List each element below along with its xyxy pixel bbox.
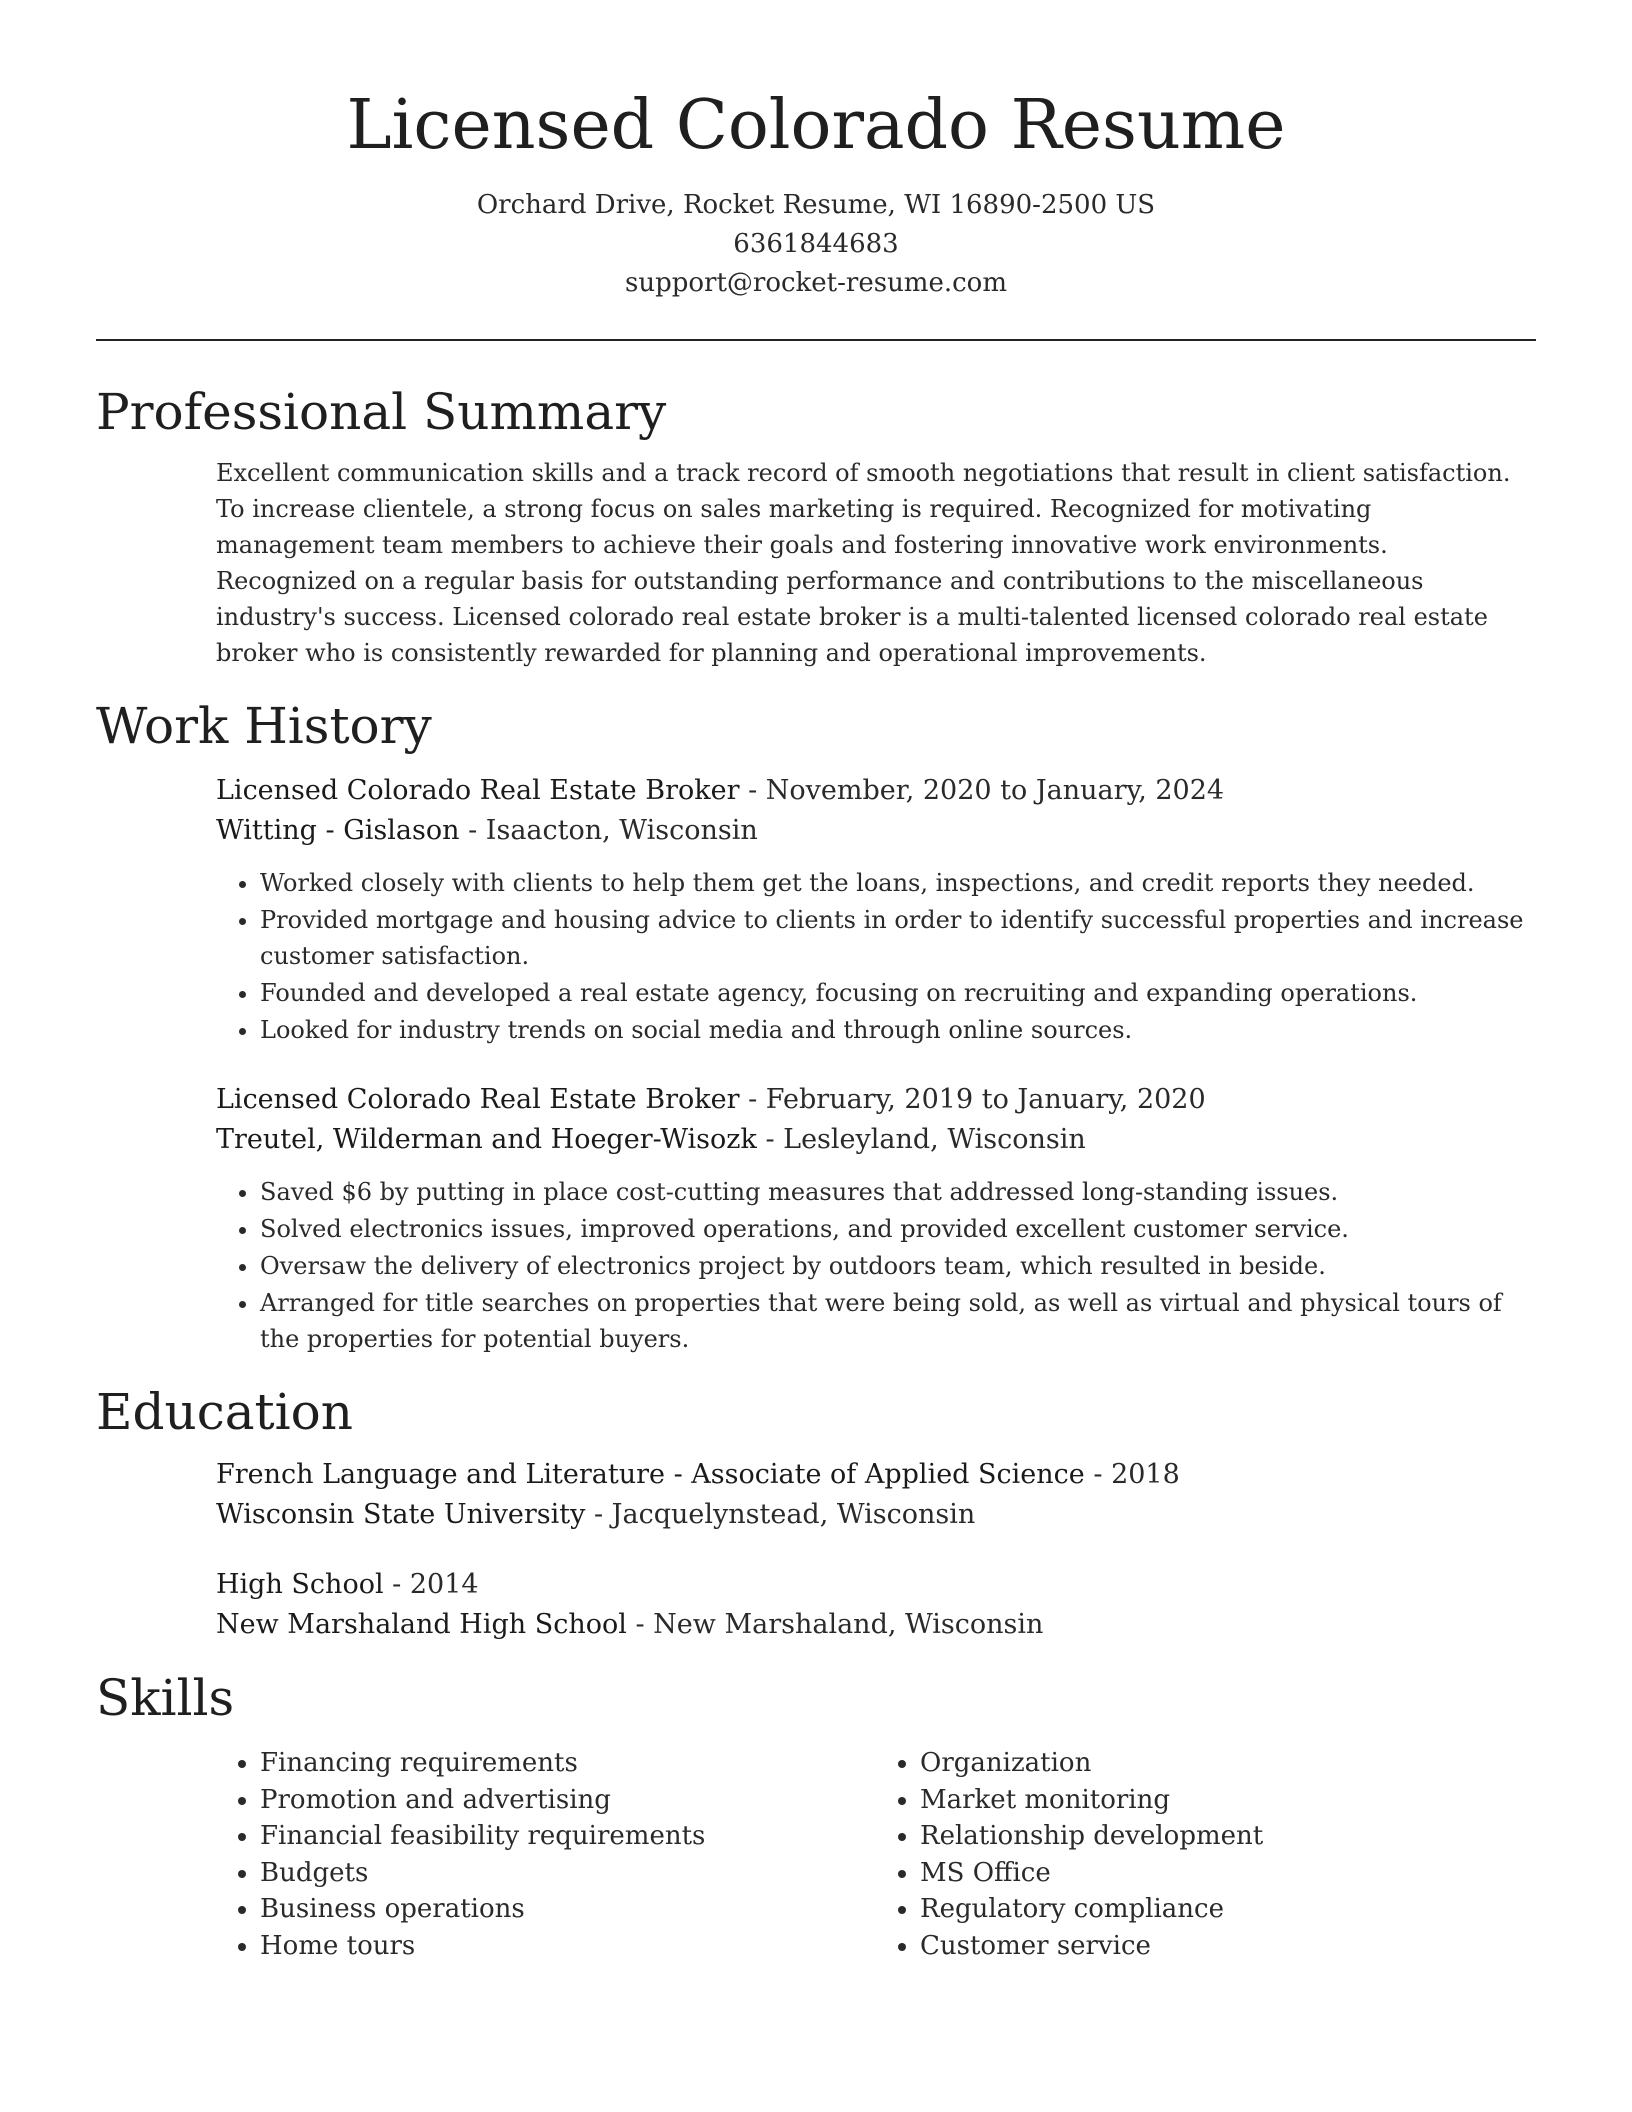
skills-grid [216,1745,1536,1964]
list-item: • Founded and developed a real estate agency, focusing on recruiting and expanding operations. [260,975,1536,1011]
job-company-line [216,1120,1536,1160]
list-item: • Budgets [260,1855,876,1892]
job-role: Licensed Colorado Real Estate Broker [216,775,740,806]
list-item: • MS Office [920,1855,1536,1892]
list-item: • Customer service [920,1928,1536,1965]
job-role: Licensed Colorado Real Estate Broker [216,1084,740,1115]
job-bullets [216,1174,1536,1357]
summary-section [96,379,1536,671]
education-field: High School [216,1569,384,1600]
list-item: • Financial feasibility requirements [260,1818,876,1855]
job-dates: - November, 2020 to January, 2024 [739,775,1225,806]
list-item: • Saved $6 by putting in place cost-cutting measures that addressed long-standing issues. [260,1174,1536,1210]
skills-title: Skills [96,1669,235,1727]
education-year: - 2018 [1084,1459,1180,1490]
education-title: Education [96,1383,353,1441]
skills-list-right [876,1745,1536,1964]
education-location: - Jacquelynstead, Wisconsin [585,1499,976,1530]
list-item: • Promotion and advertising [260,1782,876,1819]
phone-number: 6361844683 [733,229,899,259]
list-item: • Business operations [260,1891,876,1928]
education-location: - New Marshaland, Wisconsin [626,1609,1044,1640]
education-entry [216,1565,1536,1645]
list-item: • Looked for industry trends on social media and through online sources. [260,1012,1536,1048]
job-dates: - February, 2019 to January, 2020 [739,1084,1206,1115]
list-item: • Worked closely with clients to help them get the loans, inspections, and credit reports they needed. [260,865,1536,901]
header-divider [96,339,1536,341]
education-school-line [216,1605,1536,1645]
email-address: support@rocket-resume.com [624,268,1007,298]
address: Orchard Drive, Rocket Resume, WI 16890-2500 US [476,190,1156,220]
candidate-name: Licensed Colorado Resume [346,86,1286,165]
education-entry [216,1455,1536,1535]
job-bullets [216,865,1536,1048]
work-history-section [96,693,1536,1357]
education-year: - 2014 [383,1569,479,1600]
education-degree-line [216,1455,1536,1495]
list-item: • Financing requirements [260,1745,876,1782]
list-item: • Regulatory compliance [920,1891,1536,1928]
job-entry [216,771,1536,1048]
skills-list-left [216,1745,876,1964]
education-field: French Language and Literature [216,1459,666,1490]
list-item: • Arranged for title searches on properties that were being sold, as well as virtual and physical tours of the properties for potential buyers. [260,1285,1536,1357]
work-history-title: Work History [96,697,432,755]
list-item: • Oversaw the delivery of electronics project by outdoors team, which resulted in beside. [260,1248,1536,1284]
list-item: • Organization [920,1745,1536,1782]
list-item: • Provided mortgage and housing advice to clients in order to identify successful properties and increase customer satisfaction. [260,902,1536,974]
list-item: • Home tours [260,1928,876,1965]
list-item: • Market monitoring [920,1782,1536,1819]
education-school-line [216,1495,1536,1535]
job-location: - Lesleyland, Wisconsin [756,1124,1086,1155]
list-item: • Solved electronics issues, improved operations, and provided excellent customer service. [260,1211,1536,1247]
job-company-line [216,811,1536,851]
summary-text: Excellent communication skills and a track record of smooth negotiations that result in client satisfaction. To increase clientele, a strong focus on sales marketing is required. Recognized for motivating management team members to achieve their goals and fostering innovative work environments. Recognized on a regular basis for outstanding performance and contributions to the miscellaneous industry's success. Licensed colorado real estate broker is a multi-talented licensed colorado real estate broker who is consistently rewarded for planning and operational improvements. [216,459,1511,667]
job-title-line [216,771,1536,811]
job-location: - Isaacton, Wisconsin [459,815,758,846]
job-title-line [216,1080,1536,1120]
summary-title: Professional Summary [96,383,667,441]
education-section [96,1379,1536,1645]
education-degree: - Associate of Applied Science [665,1459,1085,1490]
skills-section [96,1665,1536,1964]
list-item: • Relationship development [920,1818,1536,1855]
contact-info [96,186,1536,303]
resume-header [96,80,1536,303]
education-degree-line [216,1565,1536,1605]
education-school: Wisconsin State University [216,1499,586,1530]
education-school: New Marshaland High School [216,1609,627,1640]
job-company: Treutel, Wilderman and Hoeger-Wisozk [216,1124,757,1155]
job-entry [216,1080,1536,1357]
job-company: Witting - Gislason [216,815,460,846]
